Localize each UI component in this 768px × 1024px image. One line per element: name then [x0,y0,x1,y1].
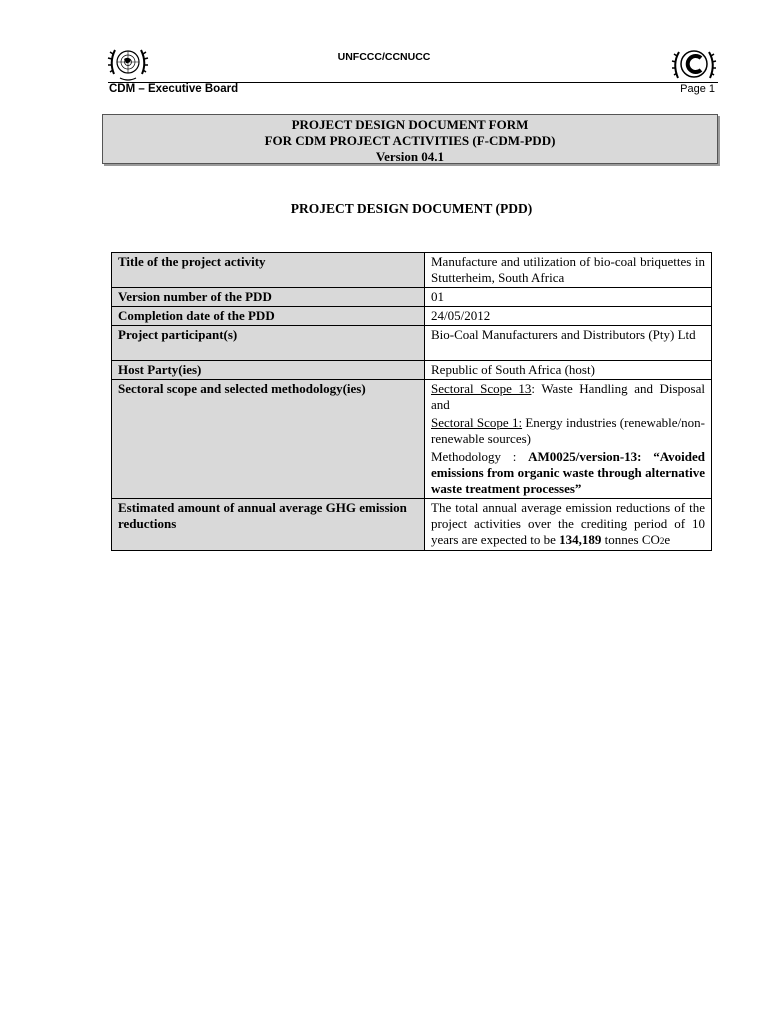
table-row [112,326,712,361]
header-center-title: UNFCCC/CCNUCC [337,51,431,63]
host-value: Republic of South Africa (host) [425,361,712,380]
sectoral-label: Sectoral scope and selected methodology(ies) [112,380,425,499]
form-title-line1: PROJECT DESIGN DOCUMENT FORM [291,117,529,132]
methodology-name: AM0025/version-13: “Avoided emissions from organic waste through alternative waste treatment processes” [431,449,705,496]
table-row [112,499,712,551]
table-row [112,307,712,326]
ghg-unit-subscript: 2 [659,536,665,546]
un-emblem-logo [106,44,150,84]
scope-13-link: Sectoral Scope 13 [431,381,532,396]
page-number: Page 1 [680,83,715,95]
form-title-line2: FOR CDM PROJECT ACTIVITIES (F-CDM-PDD) [264,133,556,148]
sectoral-value [425,380,712,499]
version-label: Version number of the PDD [112,288,425,307]
form-title-box [102,114,718,164]
pdd-summary-table [111,252,712,551]
participant-label-text: Project participant(s) [118,327,238,342]
header-left-label: CDM – Executive Board [109,83,239,95]
ghg-text: The total annual average emission reductions of the project activities over the crediting period of 10 years are expected to be [431,500,705,547]
table-row [112,361,712,380]
ghg-unit-end: e [664,532,671,547]
document-title: PROJECT DESIGN DOCUMENT (PDD) [290,201,533,216]
participant-value: Bio-Coal Manufacturers and Distributors (Pty) Ltd [425,326,712,361]
ghg-unit: tonnes CO [601,532,660,547]
date-label: Completion date of the PDD [112,307,425,326]
scope-1-text: Energy industries (renewable/non-renewable sources) [431,415,705,446]
scope-13-paragraph [431,381,705,415]
title-label: Title of the project activity [112,253,425,288]
ghg-label: Estimated amount of annual average GHG emission reductions [112,499,425,551]
table-row [112,380,712,499]
ghg-amount: 134,189 [559,532,602,547]
version-value: 01 [425,288,712,307]
methodology-paragraph [431,449,705,497]
table-row [112,253,712,288]
date-value: 24/05/2012 [425,307,712,326]
unfccc-climate-logo [670,44,718,84]
scope-1-link: Sectoral Scope 1: [431,415,523,430]
scope-1-paragraph [431,415,705,449]
scope-13-text: : Waste Handling and Disposal and [431,381,705,412]
title-value: Manufacture and utilization of bio-coal briquettes in Stutterheim, South Africa [425,253,712,288]
methodology-prefix: Methodology : [431,449,529,464]
participant-label [112,326,425,361]
host-label: Host Party(ies) [112,361,425,380]
table-row [112,288,712,307]
form-version: Version 04.1 [375,149,445,164]
ghg-value [425,499,712,551]
